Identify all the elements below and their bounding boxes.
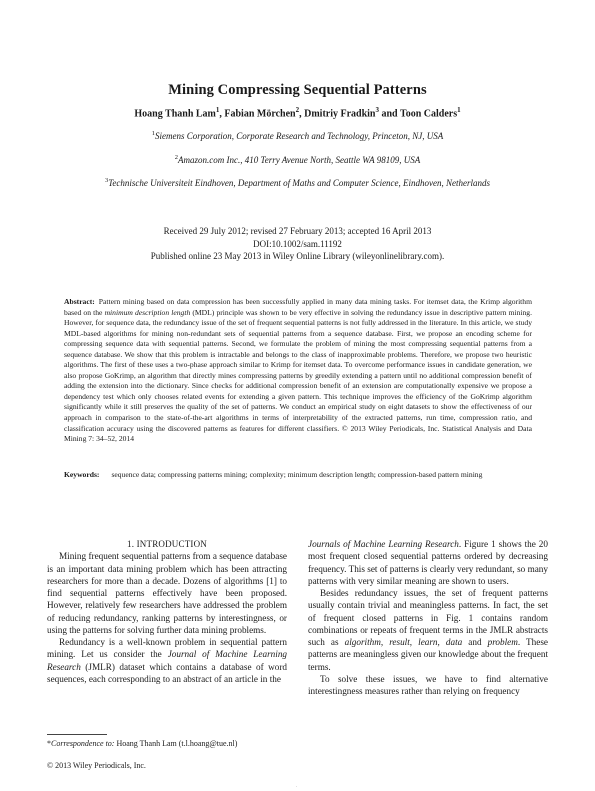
paragraph-text: Redundancy is a well-known problem in sequential pattern mining. Let us consider the xyxy=(47,637,287,660)
abstract-text: Pattern mining based on data compression has been successfully applied in many data mining tasks. For itemset data, the Krimp algorithm based on the xyxy=(64,297,532,317)
abstract xyxy=(64,297,532,445)
section-heading: 1. INTRODUCTION xyxy=(127,539,207,549)
footnote-rule xyxy=(47,734,107,735)
abstract-label: Abstract: xyxy=(64,297,95,306)
paragraph-text: . Figure 1 shows the 20 most frequent closed sequential patterns ordered by decreasing frequency. This set of patterns is clearly very redundant, so many patterns with very similar meaning are shown to users. xyxy=(308,539,548,586)
paragraph-continued xyxy=(308,538,548,587)
footnote-label: Correspondence to: xyxy=(51,739,115,748)
paragraph-text: . These patterns are meaningless given our knowledge about the frequent terms. xyxy=(308,637,548,672)
author-affil-mark: 3 xyxy=(375,106,379,114)
author-separator: , xyxy=(299,108,305,120)
affiliation xyxy=(0,130,595,141)
keywords xyxy=(64,470,532,480)
paragraph-text: (JMLR) dataset which contains a database of word sequences, each corresponding to an abstract of an article in the xyxy=(47,661,287,684)
author-list xyxy=(0,106,595,119)
right-column xyxy=(308,538,548,697)
page-dot: . xyxy=(296,784,298,789)
affiliation-text: Technische Universiteit Eindhoven, Department of Maths and Computer Science, Eindhoven, Netherlands xyxy=(108,178,491,188)
author-affil-mark: 2 xyxy=(295,106,300,114)
affiliation xyxy=(0,177,595,188)
author-name: Hoang Thanh Lam xyxy=(134,108,216,120)
italic-terms: algorithm, result, learn, data xyxy=(344,637,463,647)
paragraph xyxy=(308,587,548,673)
paragraph: To solve these issues, we have to find alternative interestingness measures rather than relying on frequency xyxy=(308,673,548,696)
italic-terms: problem xyxy=(487,637,518,647)
paragraph xyxy=(47,636,287,685)
abstract-italic-term: minimum description length xyxy=(104,307,191,317)
paragraph-text: and xyxy=(462,637,488,647)
affiliation-text: Amazon.com Inc., 410 Terry Avenue North, Seattle WA 98109, USA xyxy=(178,155,421,165)
abstract-text: (MDL) principle was shown to be very effective in solving the redundancy issue in descriptive pattern mining. However, for sequence data, the redundancy issue of the set of frequent sequential patterns is not fully addressed in the literature. In this article, we study MDL-based algorithms for mining non-redundant sets of sequential patterns from a sequence database. First, we propose an encoding scheme for compressing sequence data with sequential patterns. Second, we formulate the problem of mining the most compressing sequential patterns from a sequence database. We show that this problem is intractable and belongs to the class of inapproximable problems. Therefore, we propose two heuristic algorithms. The first of these uses a two-phase approach similar to Krimp for itemset data. To overcome performance issues in candidate generation, we also propose GoKrimp, an algorithm that directly mines compressing patterns by greedily extending a pattern until no additional compression benefit of adding the extension into the dictionary. Since checks for additional compression benefit of an extension are computationally expensive we propose a dependency test which only chooses related events for extending a given pattern. This technique improves the efficiency of the GoKrimp algorithm significantly while it still preserves the quality of the set of patterns. We conduct an empirical study on eight datasets to show the effectiveness of our approach in comparison to the state-of-the-art algorithms in terms of interpretability of the extracted patterns, run time, compression ratio, and classification accuracy using the discovered patterns as features for different classifiers. xyxy=(64,307,532,433)
journal-note: © 2013 Wiley Periodicals, Inc. Statistical Analysis and Data Mining 7: 34–52, 2014 xyxy=(64,423,532,444)
published-online: Published online 23 May 2013 in Wiley Online Library (wileyonlinelibrary.com). xyxy=(150,251,445,261)
left-column xyxy=(47,538,287,685)
author-name: Fabian Mörchen xyxy=(224,108,296,120)
affiliation-mark: 3 xyxy=(104,177,109,184)
author-affil-mark: 1 xyxy=(215,106,220,114)
author-name: Dmitriy Fradkin xyxy=(304,108,376,120)
copyright-notice: © 2013 Wiley Periodicals, Inc. xyxy=(47,761,146,770)
journal-name: Journal of Machine Learning Research xyxy=(47,649,288,672)
affiliation xyxy=(0,154,595,165)
publication-info xyxy=(0,225,595,263)
doi: DOI:10.1002/sam.11192 xyxy=(253,238,342,249)
paragraph-text: Besides redundancy issues, the set of frequent patterns usually contain trivial and meaningless patterns. In fact, the set of frequent closed patterns in Fig. 1 contains random combinations or repeats of frequent terms in the JMLR abstracts such as xyxy=(308,588,548,647)
keywords-text: sequence data; compressing patterns mining; complexity; minimum description length; compression-based pattern mining xyxy=(111,470,483,479)
journal-name: Journals of Machine Learning Research xyxy=(308,539,459,549)
affiliation-mark: 2 xyxy=(174,154,179,161)
paper-title: Mining Compressing Sequential Patterns xyxy=(168,82,427,98)
author-separator: and xyxy=(379,108,400,120)
keywords-label: Keywords: xyxy=(64,470,100,479)
author-affil-mark: 1 xyxy=(457,106,461,114)
author-separator: , xyxy=(219,108,225,120)
affiliation-mark: 1 xyxy=(151,130,155,137)
affiliation-text: Siemens Corporation, Corporate Research and Technology, Princeton, NJ, USA xyxy=(154,131,444,141)
footnote-text: Hoang Thanh Lam (t.l.hoang@tue.nl) xyxy=(114,739,238,748)
author-name: Toon Calders xyxy=(399,108,458,120)
paragraph: Mining frequent sequential patterns from a sequence database is an important data mining problem which has been attracting researchers for more than a decade. Dozens of algorithms [1] to find sequential patterns effectively have been proposed. However, relatively few researchers have addressed the problem of reducing redundancy, ranking patterns by interestingness, or using the patterns for solving further data mining problems. xyxy=(47,551,287,635)
received-dates: Received 29 July 2012; revised 27 February 2013; accepted 16 April 2013 xyxy=(163,226,432,236)
correspondence-footnote: *Correspondence to: Hoang Thanh Lam (t.l.hoang@tue.nl) xyxy=(47,739,238,748)
